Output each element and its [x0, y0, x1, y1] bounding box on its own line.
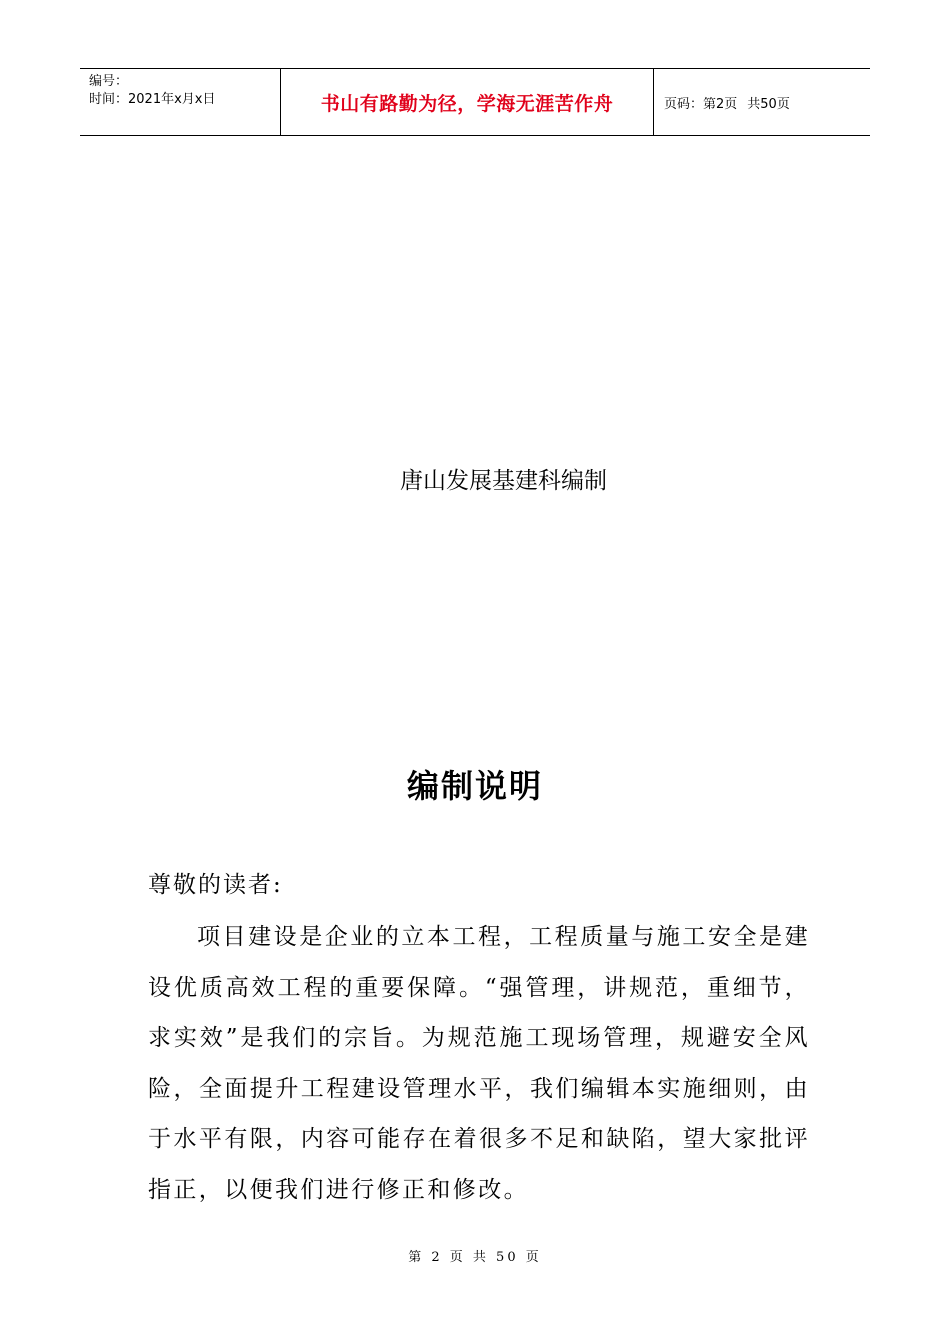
- document-date-label: 时间：2021年x月x日: [89, 92, 216, 107]
- header-motto-cell: [281, 69, 654, 135]
- document-header: [80, 68, 870, 136]
- organization-line: 唐山发展基建科编制: [400, 468, 607, 494]
- header-motto: 书山有路勤为径，学海无涯苦作舟: [320, 92, 614, 115]
- document-number-label: 编号：: [89, 74, 129, 89]
- header-meta-cell: [80, 69, 281, 135]
- section-title: 编制说明: [406, 767, 543, 805]
- page-footer: 第 2 页 共 50 页: [408, 1250, 542, 1265]
- header-page-label: 页码：第2页: [664, 96, 738, 112]
- salutation: 尊敬的读者:: [148, 872, 283, 898]
- header-total-pages: 共50页: [747, 96, 790, 112]
- header-page-cell: [654, 69, 870, 135]
- body-paragraph: 项目建设是企业的立本工程，工程质量与施工安全是建设优质高效工程的重要保障。“强管理，讲规范，重细节，求实效”是我们的宗旨。为规范施工现场管理，规避安全风险，全面提升工程建设管理水平，我们编辑本实施细则，由于水平有限，内容可能存在着很多不足和缺陷，望大家批评指正，以便我们进行修正和修改。: [148, 924, 810, 1203]
